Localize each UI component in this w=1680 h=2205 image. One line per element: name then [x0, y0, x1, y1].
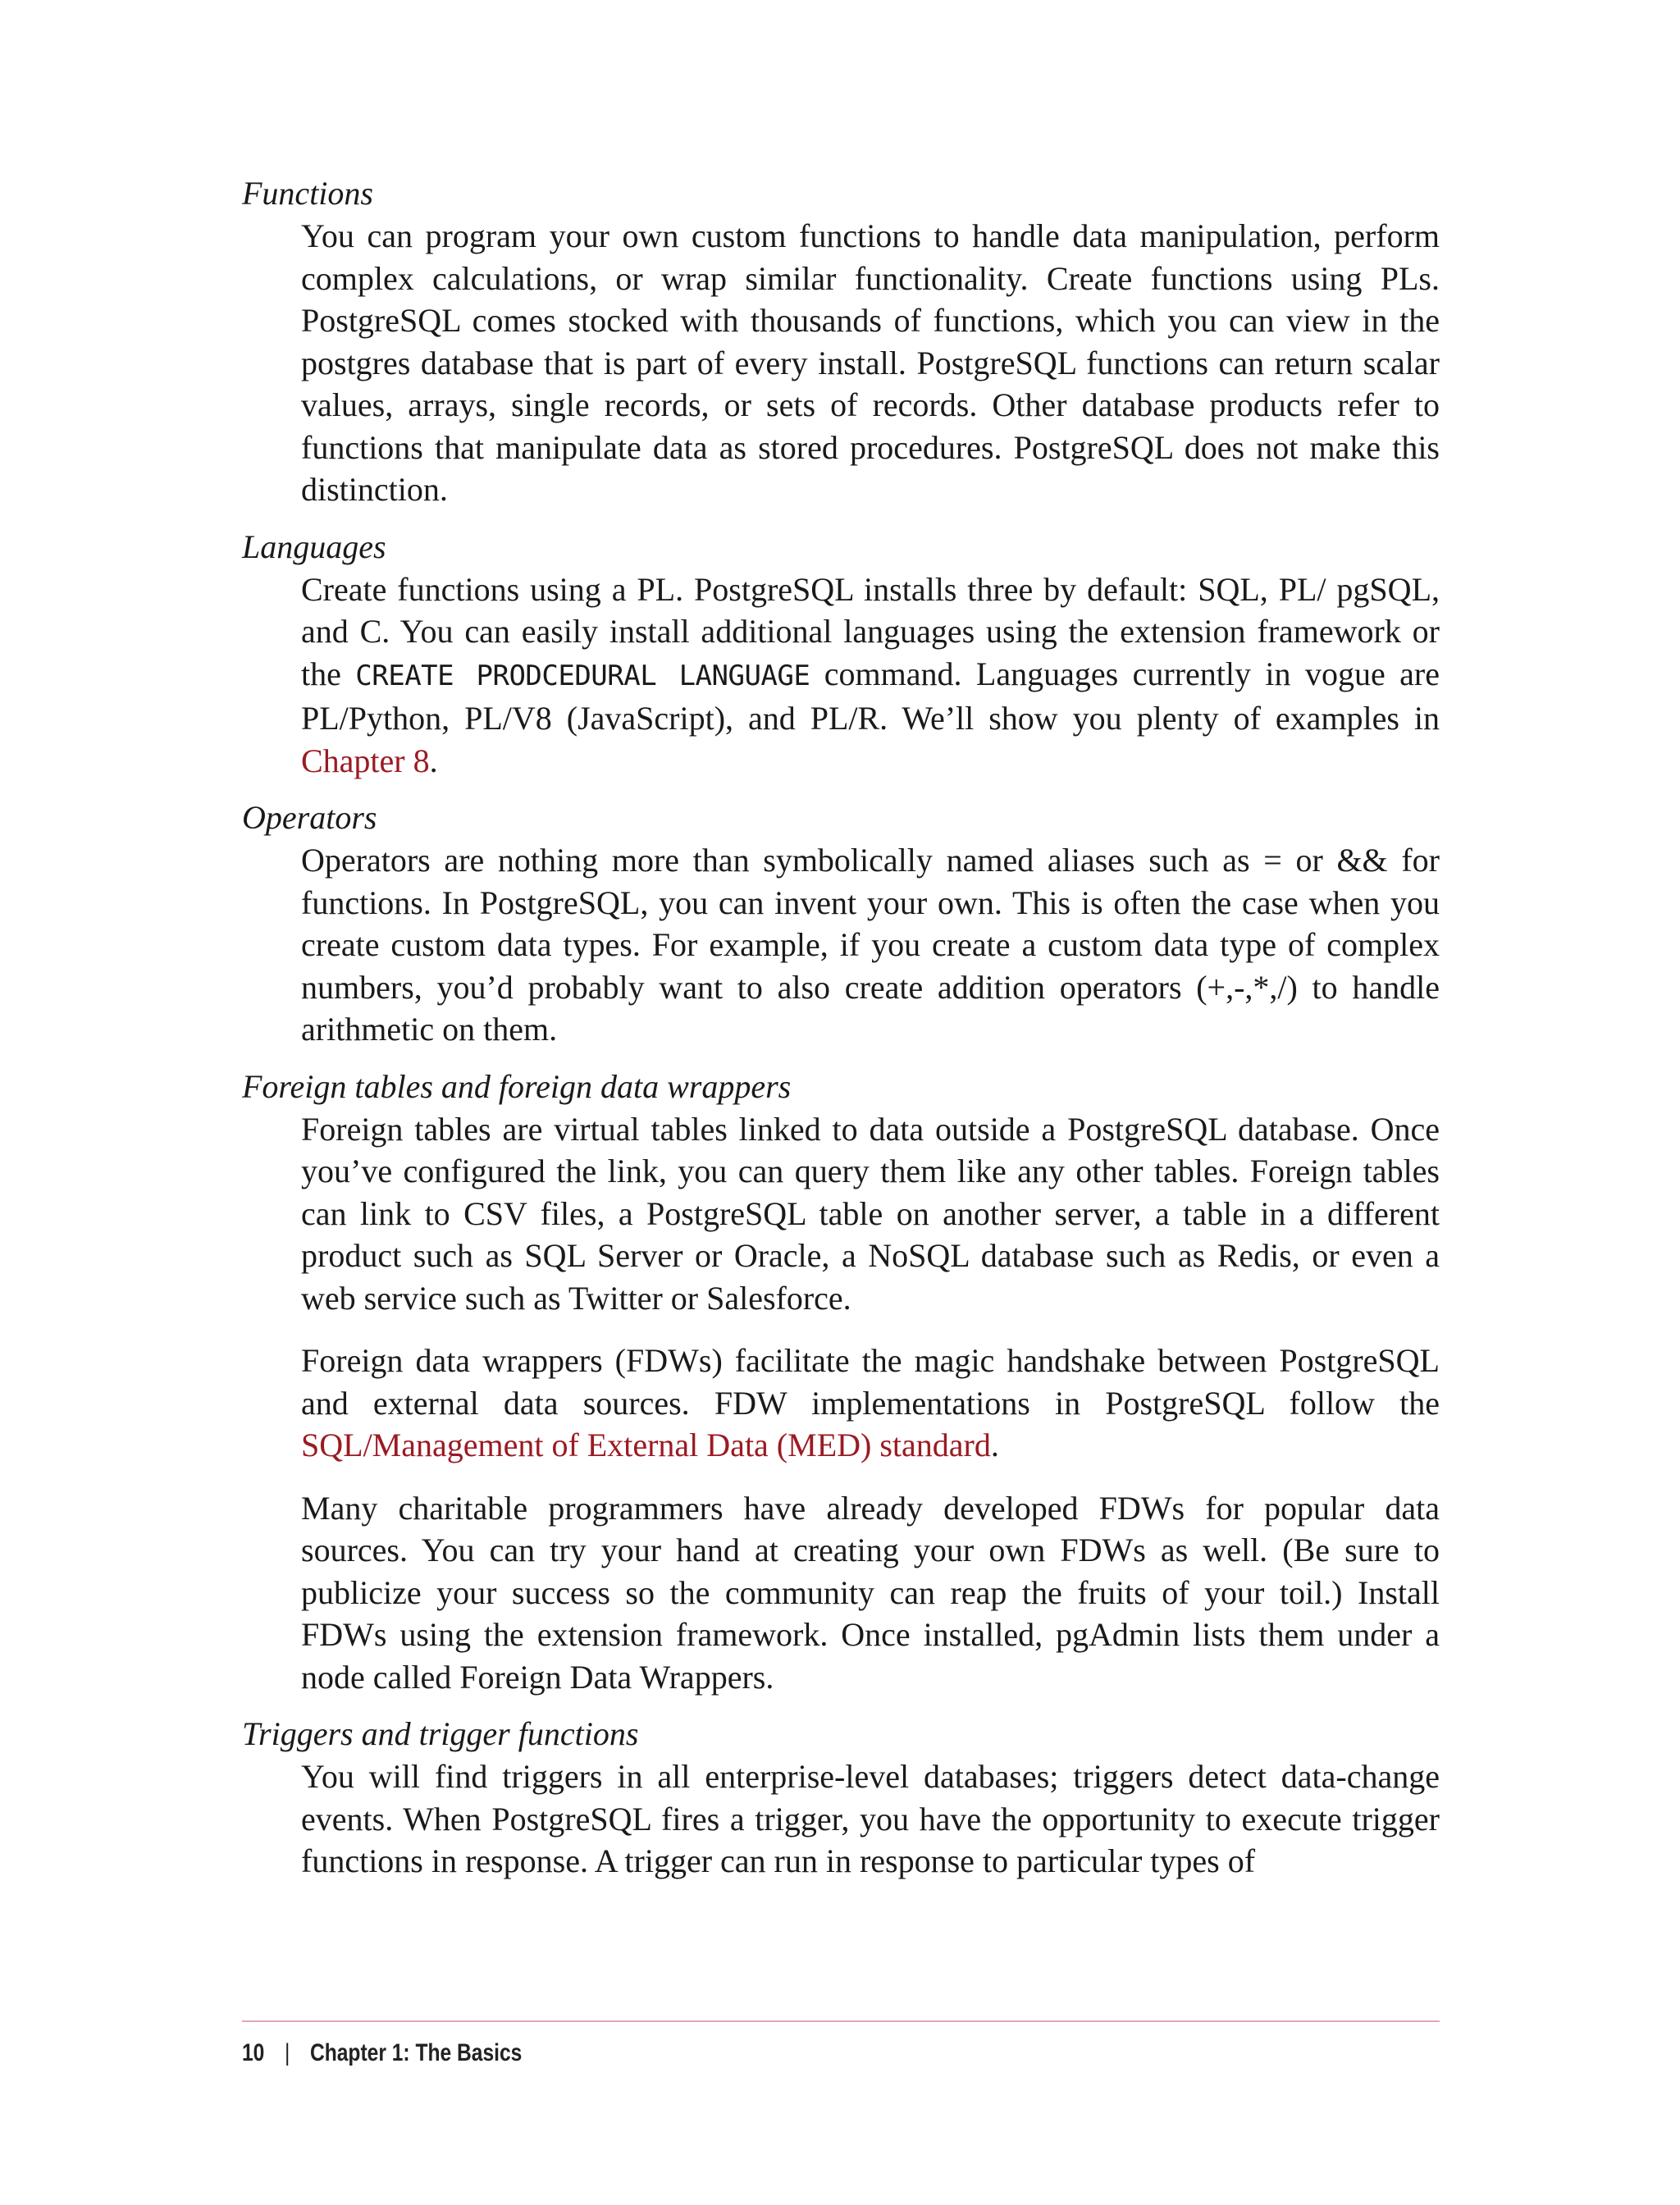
paragraph: You can program your own custom functions to handle data manipulation, perform complex calculations, or wrap similar functionality. Create functions using PLs. PostgreSQL comes stocked with thousands of functions, which you can view in the postgres database that is part of every install. PostgreSQL functions can return scalar values, arrays, single records, or sets of records. Other database products refer to functions that manipulate data as stored procedures. PostgreSQL does not make this distinction. — [301, 217, 1440, 508]
page-number: 10 — [242, 2039, 265, 2066]
term-functions: Functions — [242, 175, 373, 212]
footer-text — [242, 2037, 522, 2070]
paragraph: Operators are nothing more than symbolically named aliases such as = or && for functions. In PostgreSQL, you can invent your own. This is often the case when you create custom data types. For example, if you create a custom data type of complex numbers, you’d probably want to also create addition operators (+,-,*,/) to handle arithmetic on them. — [301, 842, 1440, 1048]
entry-triggers — [242, 1713, 1440, 1883]
entry-foreign-tables — [242, 1066, 1440, 1699]
paragraph — [301, 568, 1440, 783]
text-run: . — [990, 1427, 999, 1463]
definition-languages — [301, 568, 1440, 783]
term-foreign-tables: Foreign tables and foreign data wrappers — [242, 1067, 792, 1105]
footer-separator: | — [284, 2039, 290, 2066]
link-chapter-8[interactable]: Chapter 8 — [301, 742, 430, 779]
text-run: Foreign data wrappers (FDWs) facilitate the magic handshake between PostgreSQL and external data sources. FDW implementations in PostgreSQL follow the — [301, 1342, 1440, 1422]
entry-operators — [242, 797, 1440, 1051]
definition-triggers — [301, 1755, 1440, 1883]
term-operators: Operators — [242, 799, 377, 836]
entry-languages — [242, 526, 1440, 783]
link-sql-med-standard[interactable]: SQL/Management of External Data (MED) standard — [301, 1427, 991, 1463]
footer-rule — [242, 2020, 1440, 2022]
definition-operators — [301, 839, 1440, 1051]
paragraph: You will find triggers in all enterprise-level databases; triggers detect data-change events. When PostgreSQL fires a trigger, you have the opportunity to execute trigger functions in response. A trigger can run in response to particular types of — [301, 1758, 1440, 1879]
paragraph — [301, 1340, 1440, 1467]
paragraph: Many charitable programmers have already developed FDWs for popular data sources. You can try your hand at creating your own FDWs as well. (Be sure to publicize your success so the community can reap the fruits of your toil.) Install FDWs using the extension framework. Once installed, pgAdmin lists them under a node called Foreign Data Wrappers. — [301, 1489, 1440, 1696]
code-create-procedural-language: CREATE PRODCEDURAL LANGUAGE — [355, 659, 810, 692]
entry-functions — [242, 172, 1440, 511]
running-chapter-title: Chapter 1: The Basics — [309, 2039, 523, 2066]
text-run: . — [429, 742, 438, 779]
text-run: Create functions using a PL. PostgreSQL installs three by default: SQL, PL/ pgSQL, and C. You can easily install additional languages using the extension framework or the — [301, 570, 1440, 692]
text-run: command. Languages currently in vogue are PL/Python, PL/V8 (JavaScript), and PL/R. We’ll show you plenty of examples in — [301, 655, 1440, 737]
definition-functions — [301, 215, 1440, 511]
page-footer — [242, 2020, 1440, 2066]
paragraph: Foreign tables are virtual tables linked to data outside a PostgreSQL database. Once you’ve configured the link, you can query them like any other tables. Foreign tables can link to CSV files, a PostgreSQL table on another server, a table in a different product such as SQL Server or Oracle, a NoSQL database such as Redis, or even a web service such as Twitter or Salesforce. — [301, 1110, 1440, 1317]
page-body — [242, 172, 1440, 1897]
term-languages: Languages — [242, 527, 386, 565]
definition-foreign-tables — [301, 1108, 1440, 1699]
term-triggers: Triggers and trigger functions — [242, 1715, 639, 1752]
